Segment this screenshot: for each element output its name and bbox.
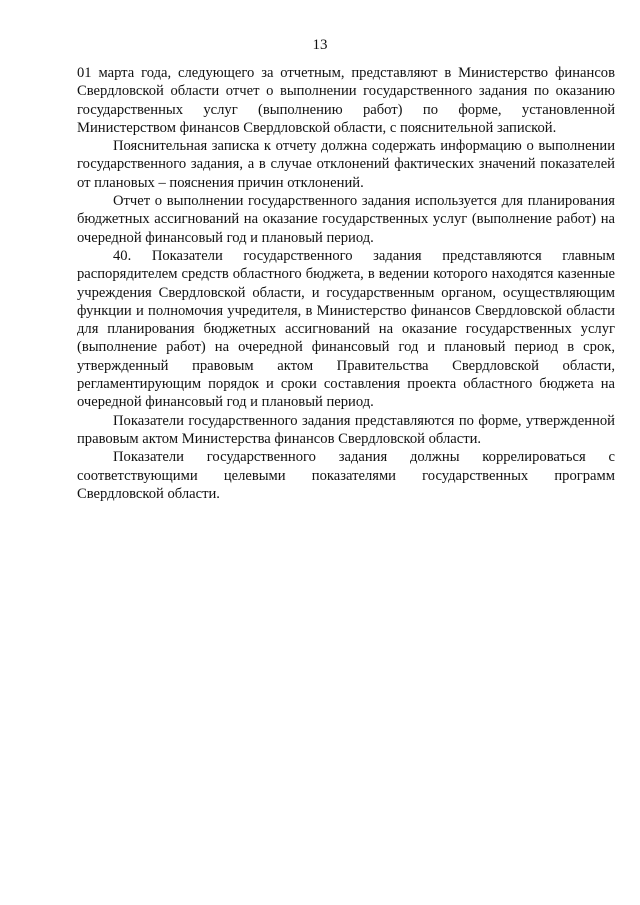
paragraph-indicators-form: Показатели государственного задания представляются по форме, утвержденной правовым актом Министерства финансов Свердловской области. [77,412,615,447]
paragraph-indicators-correlation: Показатели государственного задания должны коррелироваться с соответствующими целевыми показателями государственных программ Свердловской области. [77,449,615,502]
document-body [77,64,615,503]
paragraph-explanatory-note: Пояснительная записка к отчету должна содержать информацию о выполнении государственного задания, а в случае отклонений фактических значений показателей от плановых – пояснения причин отклонений. [77,138,615,191]
paragraph-item-40: 40. Показатели государственного задания представляются главным распорядителем средств областного бюджета, в ведении которого находятся казенные учреждения Свердловской области, и государственным органом, осуществляющим функции и полномочия учредителя, в Министерство финансов Свердловской области для планирования бюджетных ассигнований на оказание государственных услуг (выполнение работ) на очередной финансовый год и плановый период в срок, утвержденный правовым актом Правительства Свердловской области, регламентирующим порядок и сроки составления проекта областного бюджета на очередной финансовый год и плановый период. [77,247,615,411]
page-number: 13 [312,37,328,53]
paragraph-continuation-report-deadline: 01 марта года, следующего за отчетным, представляют в Министерство финансов Свердловской области отчет о выполнении государственного задания по оказанию государственных услуг (выполнению работ) по форме, установленной Министерством финансов Свердловской области, с пояснительной запиской. [77,65,615,136]
paragraph-report-usage: Отчет о выполнении государственного задания используется для планирования бюджетных ассигнований на оказание государственных услуг (выполнение работ) на очередной финансовый год и плановый период. [77,193,615,246]
